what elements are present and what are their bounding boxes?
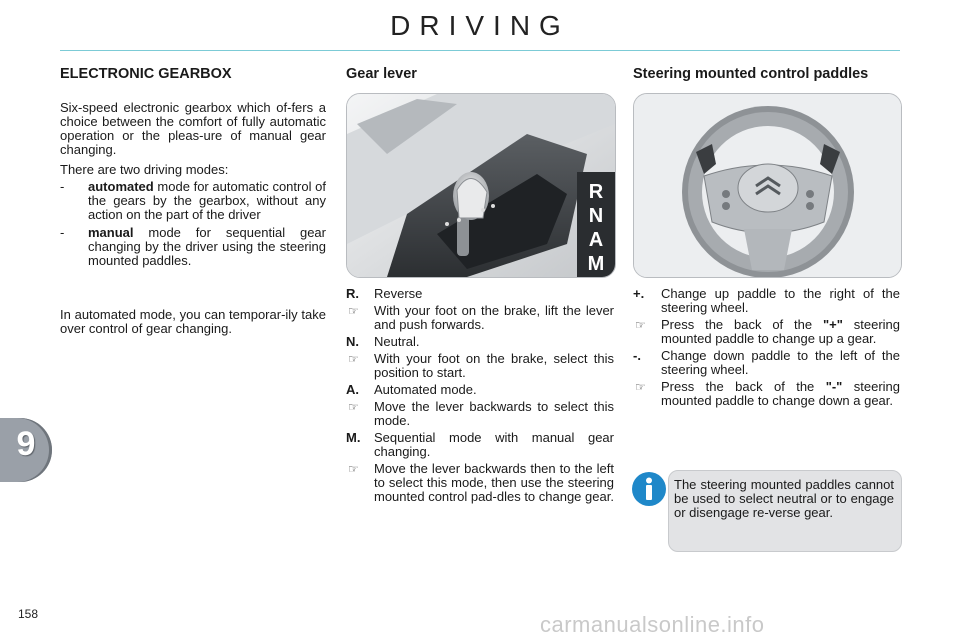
list-item [346, 335, 614, 349]
header-divider [60, 50, 900, 51]
item-text: Automated mode. [374, 382, 477, 397]
section-title-gear-lever: Gear lever [346, 66, 417, 82]
position-key: A. [346, 382, 359, 397]
item-text: steering mounted paddle to change down a gear. [661, 379, 900, 408]
mode-item [60, 180, 326, 222]
item-text: Move the lever backwards then to the left to select this mode, then use the steering mounted control pad-dles to change gear. [374, 461, 614, 504]
pointing-hand-icon: ☞ [348, 352, 359, 366]
watermark: carmanualsonline.info [540, 612, 765, 637]
item-text: steering mounted paddle to change up a gear. [661, 317, 900, 346]
mode-text: mode for automatic control of the gears by the gearbox, without any action on the part of the driver [88, 179, 326, 222]
item-text: Press the back of the [661, 317, 823, 332]
mode-item [60, 226, 326, 268]
gear-lever-drawing [347, 94, 615, 277]
list-item [633, 287, 900, 315]
gate-letter-m: M [587, 253, 605, 275]
mode-term: manual [88, 225, 134, 240]
gear-lever-list [346, 287, 614, 507]
steering-wheel-drawing [634, 94, 901, 277]
mode-text: mode for sequential gear changing by the driver using the steering mounted paddles. [88, 225, 326, 268]
info-glyph [632, 472, 666, 506]
steering-wheel-illustration [633, 93, 902, 278]
list-item [633, 380, 900, 408]
temporary-control-paragraph: In automated mode, you can temporar-ily take over control of gear changing. [60, 307, 326, 336]
item-text: With your foot on the brake, lift the lever and push forwards. [374, 303, 614, 332]
item-text: Change down paddle to the left of the steering wheel. [661, 348, 900, 377]
item-text: With your foot on the brake, select this position to start. [374, 351, 614, 380]
paddle-symbol: "+" [822, 317, 843, 332]
list-item [346, 400, 614, 428]
item-text: Sequential mode with manual gear changing. [374, 430, 614, 459]
position-key: R. [346, 286, 359, 301]
item-text: Press the back of the [661, 379, 826, 394]
paddle-key: +. [633, 286, 645, 301]
list-item [346, 287, 614, 301]
item-text: Reverse [374, 286, 423, 301]
col1-body [60, 101, 326, 272]
pointing-hand-icon: ☞ [635, 318, 646, 332]
position-key: M. [346, 430, 361, 445]
paddle-key: -. [633, 348, 641, 363]
list-item [633, 318, 900, 346]
intro-paragraph: Six-speed electronic gearbox which of-fers a choice between the comfort of fully automatic operation or the pleas-ure of manual gear changing. [60, 100, 326, 157]
chapter-number: 9 [16, 425, 36, 463]
list-item [346, 383, 614, 397]
gate-letter-n: N [588, 205, 604, 227]
pointing-hand-icon: ☞ [348, 400, 359, 414]
page-number: 158 [18, 607, 39, 621]
list-item [346, 352, 614, 380]
dash-marker: - [60, 179, 65, 194]
list-item [633, 349, 900, 377]
paddle-symbol: "-" [825, 379, 843, 394]
mode-term: automated [88, 179, 154, 194]
info-text: The steering mounted paddles cannot be used to select neutral or to engage or disengage re-verse gear. [674, 477, 894, 520]
list-item [346, 304, 614, 332]
item-text: Neutral. [374, 334, 420, 349]
info-icon [632, 472, 666, 506]
gate-letter-a: A [588, 229, 604, 251]
pointing-hand-icon: ☞ [348, 462, 359, 476]
pointing-hand-icon: ☞ [635, 380, 646, 394]
dash-marker: - [60, 225, 65, 240]
list-item [346, 462, 614, 504]
modes-intro: There are two driving modes: [60, 162, 229, 177]
page-header-title: DRIVING [390, 10, 570, 41]
list-item [346, 431, 614, 459]
item-text: Change up paddle to the right of the steering wheel. [661, 286, 900, 315]
pointing-hand-icon: ☞ [348, 304, 359, 318]
gate-letter-r: R [588, 181, 604, 203]
section-title-electronic-gearbox: ELECTRONIC GEARBOX [60, 66, 232, 82]
section-title-steering-paddles: Steering mounted control paddles [633, 66, 869, 82]
paddles-list [633, 287, 900, 411]
position-key: N. [346, 334, 359, 349]
item-text: Move the lever backwards to select this mode. [374, 399, 614, 428]
gear-lever-illustration [346, 93, 616, 278]
